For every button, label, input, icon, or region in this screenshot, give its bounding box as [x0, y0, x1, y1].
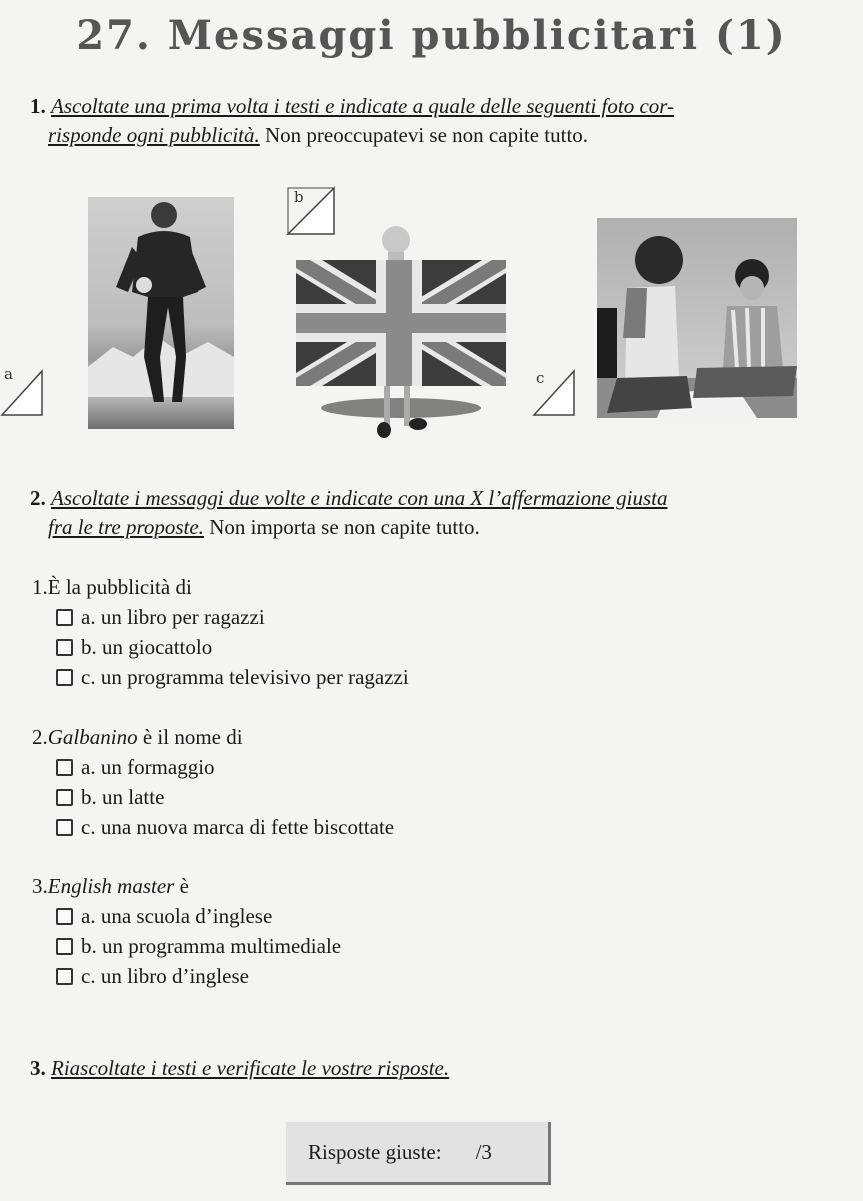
- question-3: [32, 871, 341, 991]
- exercise-1-note: Non preoccupatevi se non capite tutto.: [265, 123, 589, 147]
- photo-b-union-jack: [292, 218, 510, 450]
- question-text: È la pubblicità di: [47, 575, 192, 599]
- question-italic: English master: [47, 874, 175, 898]
- exercise-3: [30, 1054, 830, 1083]
- checkbox[interactable]: [56, 819, 73, 836]
- exercise-1: [30, 92, 830, 150]
- checkbox[interactable]: [56, 789, 73, 806]
- photo-b-label: b: [286, 186, 336, 236]
- question-text: è il nome di: [137, 725, 243, 749]
- checkbox[interactable]: [56, 639, 73, 656]
- answer-option[interactable]: c. una nuova marca di fette biscottate: [56, 812, 394, 842]
- photo-a-label: a: [0, 365, 44, 417]
- checkbox[interactable]: [56, 938, 73, 955]
- exercise-3-instruction: Riascoltate i testi e verificate le vostre risposte.: [51, 1056, 450, 1080]
- exercise-3-number: 3.: [30, 1056, 46, 1080]
- answer-option[interactable]: a. un formaggio: [56, 752, 394, 782]
- exercise-1-number: 1.: [30, 94, 46, 118]
- answer-option[interactable]: c. un programma televisivo per ragazzi: [56, 662, 409, 692]
- answer-option[interactable]: b. un programma multimediale: [56, 931, 341, 961]
- question-text: è: [174, 874, 189, 898]
- question-number: 2.: [32, 725, 48, 749]
- exercise-2-instruction-cont: fra le tre proposte.: [48, 515, 204, 539]
- score-box: [286, 1122, 551, 1185]
- exercise-1-instruction-cont: risponde ogni pubblicità.: [48, 123, 260, 147]
- exercise-2-instruction: Ascoltate i messaggi due volte e indicate con una X l’affermazione giusta: [51, 486, 668, 510]
- answer-option[interactable]: b. un giocattolo: [56, 632, 409, 662]
- page-title: 27. Messaggi pubblicitari (1): [76, 12, 787, 59]
- answer-option[interactable]: b. un latte: [56, 782, 394, 812]
- score-total: /3: [475, 1139, 492, 1164]
- question-1: [32, 572, 409, 692]
- answer-option[interactable]: a. una scuola d’inglese: [56, 901, 341, 931]
- photo-c-children: [597, 218, 797, 418]
- question-number: 1.: [32, 575, 48, 599]
- exercise-2: [30, 484, 830, 542]
- question-number: 3.: [32, 874, 48, 898]
- exercise-2-note: Non importa se non capite tutto.: [209, 515, 480, 539]
- answer-option[interactable]: c. un libro d’inglese: [56, 961, 341, 991]
- answer-option[interactable]: a. un libro per ragazzi: [56, 602, 409, 632]
- photo-c-label: c: [532, 365, 576, 417]
- photo-a-runner: [88, 197, 234, 429]
- exercise-2-number: 2.: [30, 486, 46, 510]
- checkbox[interactable]: [56, 609, 73, 626]
- checkbox[interactable]: [56, 968, 73, 985]
- question-italic: Galbanino: [47, 725, 138, 749]
- checkbox[interactable]: [56, 908, 73, 925]
- question-2: [32, 722, 394, 842]
- score-label: Risposte giuste:: [308, 1139, 442, 1164]
- exercise-1-instruction: Ascoltate una prima volta i testi e indicate a quale delle seguenti foto cor-: [51, 94, 675, 118]
- checkbox[interactable]: [56, 669, 73, 686]
- checkbox[interactable]: [56, 759, 73, 776]
